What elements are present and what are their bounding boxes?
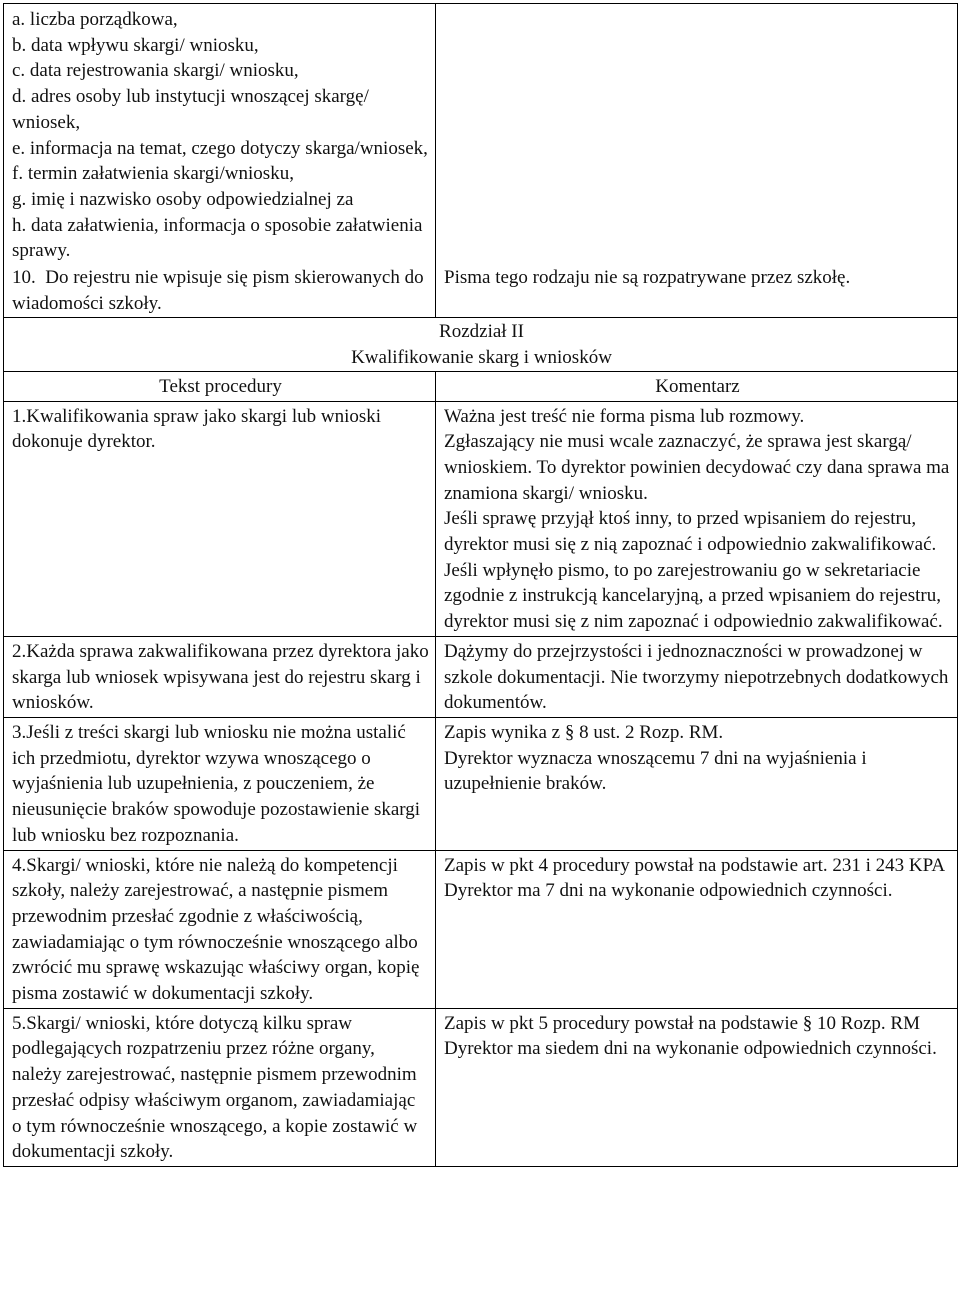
item-10-comment-cell bbox=[436, 265, 958, 318]
table-row bbox=[4, 1008, 958, 1166]
column-header-row bbox=[4, 371, 958, 401]
comment-paragraph: Dyrektor ma 7 dni na wykonanie odpowiednich czynności. bbox=[444, 880, 893, 902]
table-row bbox=[4, 636, 958, 717]
comment-paragraph: Jeśli wpłynęło pismo, to po zarejestrowaniu go w sekretariacie zgodnie z instrukcją kancelaryjną, a przed wpisaniem do rejestru, dyrektor musi się z nim zapoznać i odpowiednio zakwalifikować. bbox=[444, 559, 946, 633]
chapter-title: Rozdział II bbox=[439, 321, 524, 343]
procedure-text: 5.Skargi/ wnioski, które dotyczą kilku spraw podlegających rozpatrzeniu przez różne organy, należy zarejestrować, następnie pismem przewodnim przesłać odpisy właściwym organom, zawiadamiając o tym równocześnie wnoszącego, a kopie zostawić w dokumentacji szkoły. bbox=[12, 1012, 422, 1163]
comment-cell bbox=[436, 636, 958, 717]
table-row bbox=[4, 850, 958, 1008]
chapter-heading-cell bbox=[4, 318, 958, 371]
chapter-heading-row bbox=[4, 318, 958, 371]
comment-paragraph: Dyrektor ma siedem dni na wykonanie odpowiednich czynności. bbox=[444, 1038, 937, 1060]
comment-paragraph: Zapis w pkt 5 procedury powstał na podstawie § 10 Rozp. RM bbox=[444, 1012, 920, 1034]
item-10-row bbox=[4, 265, 958, 318]
item-10-comment: Pisma tego rodzaju nie są rozpatrywane przez szkołę. bbox=[444, 267, 851, 289]
comment-paragraph: Zapis w pkt 4 procedury powstał na podstawie art. 231 i 243 KPA bbox=[444, 854, 946, 876]
column-header-comment: Komentarz bbox=[436, 371, 958, 401]
comment-paragraph: Dyrektor wyznacza wnoszącemu 7 dni na wyjaśnienia i uzupełnienie braków. bbox=[444, 747, 872, 795]
comment-cell bbox=[436, 717, 958, 850]
procedure-text-cell bbox=[4, 636, 436, 717]
table-row bbox=[4, 401, 958, 636]
procedure-text: 2.Każda sprawa zakwalifikowana przez dyrektora jako skarga lub wniosek wpisywana jest do rejestru skarg i wniosków. bbox=[12, 640, 434, 714]
comment-cell bbox=[436, 1008, 958, 1166]
register-fields-cell bbox=[4, 4, 436, 266]
list-item: b. data wpływu skargi/ wniosku, bbox=[12, 34, 259, 56]
column-header-text: Tekst procedury bbox=[4, 371, 436, 401]
comment-paragraph: Ważna jest treść nie forma pisma lub rozmowy. bbox=[444, 405, 805, 427]
procedure-text: 3.Jeśli z treści skargi lub wniosku nie można ustalić ich przedmiotu, dyrektor wzywa wnoszącego o wyjaśnienia lub uzupełnienia, z pouczeniem, że nieusunięcie braków spowoduje pozostawienie skargi lub wniosku bez rozpoznania. bbox=[12, 721, 425, 846]
procedure-text-cell bbox=[4, 401, 436, 636]
procedure-text-cell bbox=[4, 850, 436, 1008]
item-10-text: 10. Do rejestru nie wpisuje się pism skierowanych do wiadomości szkoły. bbox=[12, 267, 429, 314]
list-item: d. adres osoby lub instytucji wnoszącej skargę/ wniosek, bbox=[12, 86, 369, 133]
procedure-text-cell bbox=[4, 1008, 436, 1166]
list-item: a. liczba porządkowa, bbox=[12, 9, 178, 30]
table-row bbox=[4, 717, 958, 850]
item-10-text-cell bbox=[4, 265, 436, 318]
procedure-text: 1.Kwalifikowania spraw jako skargi lub wnioski dokonuje dyrektor. bbox=[12, 405, 386, 453]
procedure-table bbox=[3, 3, 958, 1167]
comment-paragraph: Jeśli sprawę przyjął ktoś inny, to przed wpisaniem do rejestru, dyrektor musi się z nią zapoznać i odpowiednio zakwalifikować. bbox=[444, 508, 937, 556]
comment-paragraph: Zgłaszający nie musi wcale zaznaczyć, że sprawa jest skargą/ wnioskiem. To dyrektor powinien decydować czy dana sprawa ma znamiona skargi/ wniosku. bbox=[444, 431, 955, 504]
list-item: f. termin załatwienia skargi/wniosku, bbox=[12, 163, 294, 185]
procedure-text-cell bbox=[4, 717, 436, 850]
register-fields-row bbox=[4, 4, 958, 266]
procedure-text: 4.Skargi/ wnioski, które nie należą do kompetencji szkoły, należy zarejestrować, a następnie pismem przewodnim przesłać zgodnie z właściwością, zawiadamiając o tym równocześnie wnoszącego albo zwrócić mu sprawę wskazując właściwy organ, kopię pisma zostawić w dokumentacji szkoły. bbox=[12, 854, 425, 1005]
list-item: e. informacja na temat, czego dotyczy skarga/wniosek, bbox=[12, 137, 428, 159]
comment-paragraph: Zapis wynika z § 8 ust. 2 Rozp. RM. bbox=[444, 721, 724, 743]
register-fields-comment-cell bbox=[436, 4, 958, 266]
list-item: c. data rejestrowania skargi/ wniosku, bbox=[12, 60, 299, 82]
list-item: h. data załatwienia, informacja o sposobie załatwienia sprawy. bbox=[12, 214, 423, 262]
comment-cell bbox=[436, 850, 958, 1008]
list-item: g. imię i nazwisko osoby odpowiedzialnej za bbox=[12, 188, 354, 210]
comment-paragraph: Dążymy do przejrzystości i jednoznaczności w prowadzonej w szkole dokumentacji. Nie tworzymy niepotrzebnych dodatkowych dokumentów. bbox=[444, 640, 954, 714]
comment-cell bbox=[436, 401, 958, 636]
chapter-subtitle: Kwalifikowanie skarg i wniosków bbox=[351, 347, 612, 369]
